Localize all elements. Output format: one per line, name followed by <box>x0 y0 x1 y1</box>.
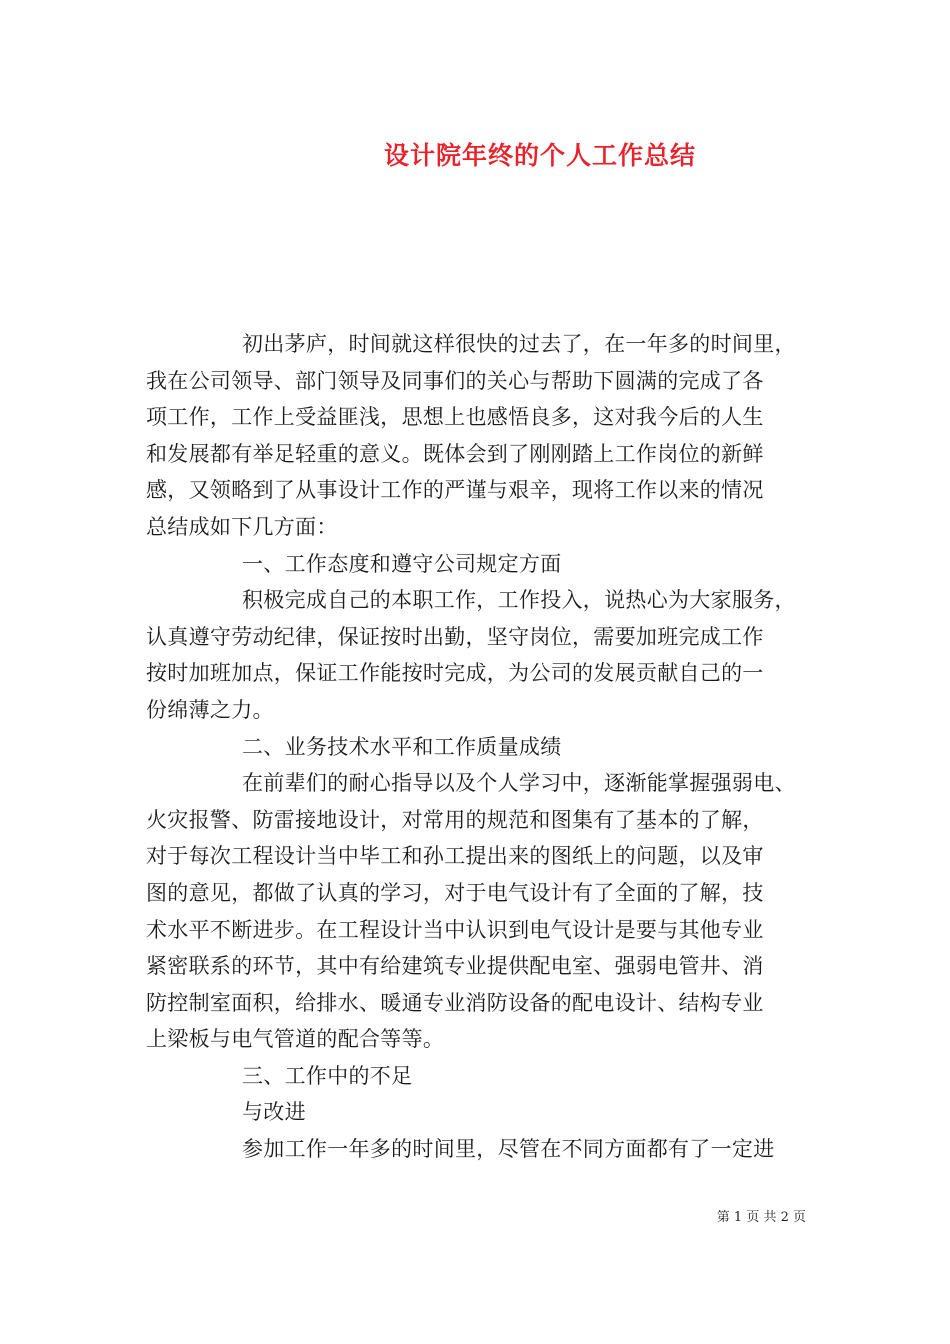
paragraph-line: 我在公司领导、部门领导及同事们的关心与帮助下圆满的完成了各 <box>146 368 764 393</box>
paragraph-line: 三、工作中的不足 <box>242 1063 413 1088</box>
paragraph-line: 认真遵守劳动纪律，保证按时出勤，坚守岗位，需要加班完成工作 <box>146 624 764 649</box>
paragraph-line: 按时加班加点，保证工作能按时完成，为公司的发展贡献自己的一 <box>146 661 764 686</box>
paragraph-line: 和发展都有举足轻重的意义。既体会到了刚刚踏上工作岗位的新鲜 <box>146 441 764 466</box>
paragraph-line: 上梁板与电气管道的配合等等。 <box>146 1027 445 1052</box>
paragraph-line: 总结成如下几方面： <box>146 514 338 539</box>
paragraph-line: 项工作，工作上受益匪浅，思想上也感悟良多，这对我今后的人生 <box>146 405 764 430</box>
paragraph-line: 紧密联系的环节，其中有给建筑专业提供配电室、强弱电管井、消 <box>146 954 764 979</box>
paragraph-line: 与改进 <box>242 1100 306 1125</box>
paragraph-line: 在前辈们的耐心指导以及个人学习中，逐渐能掌握强弱电、 <box>242 771 796 796</box>
paragraph-line: 份绵薄之力。 <box>146 697 274 722</box>
paragraph-line: 感，又领略到了从事设计工作的严谨与艰辛，现将工作以来的情况 <box>146 478 764 503</box>
paragraph-line: 对于每次工程设计当中毕工和孙工提出来的图纸上的问题，以及审 <box>146 844 764 869</box>
paragraph-line: 防控制室面积，给排水、暖通专业消防设备的配电设计、结构专业 <box>146 990 764 1015</box>
paragraph-line: 初出茅庐，时间就这样很快的过去了，在一年多的时间里， <box>242 332 796 356</box>
document-title: 设计院年终的个人工作总结 <box>383 141 696 170</box>
paragraph-line: 参加工作一年多的时间里，尽管在不同方面都有了一定进 <box>242 1137 775 1162</box>
paragraph-line: 一、工作态度和遵守公司规定方面 <box>242 551 562 576</box>
paragraph-line: 术水平不断进步。在工程设计当中认识到电气设计是要与其他专业 <box>146 917 764 942</box>
paragraph-line: 积极完成自己的本职工作，工作投入，说热心为大家服务， <box>242 588 796 613</box>
paragraph-line: 图的意见，都做了认真的学习，对于电气设计有了全面的了解，技 <box>146 880 764 905</box>
page-number: 第 1 页 共 2 页 <box>716 1210 806 1225</box>
document-body <box>146 326 826 1168</box>
paragraph-line: 二、业务技术水平和工作质量成绩 <box>242 734 562 759</box>
paragraph-line: 火灾报警、防雷接地设计，对常用的规范和图集有了基本的了解， <box>146 807 764 832</box>
